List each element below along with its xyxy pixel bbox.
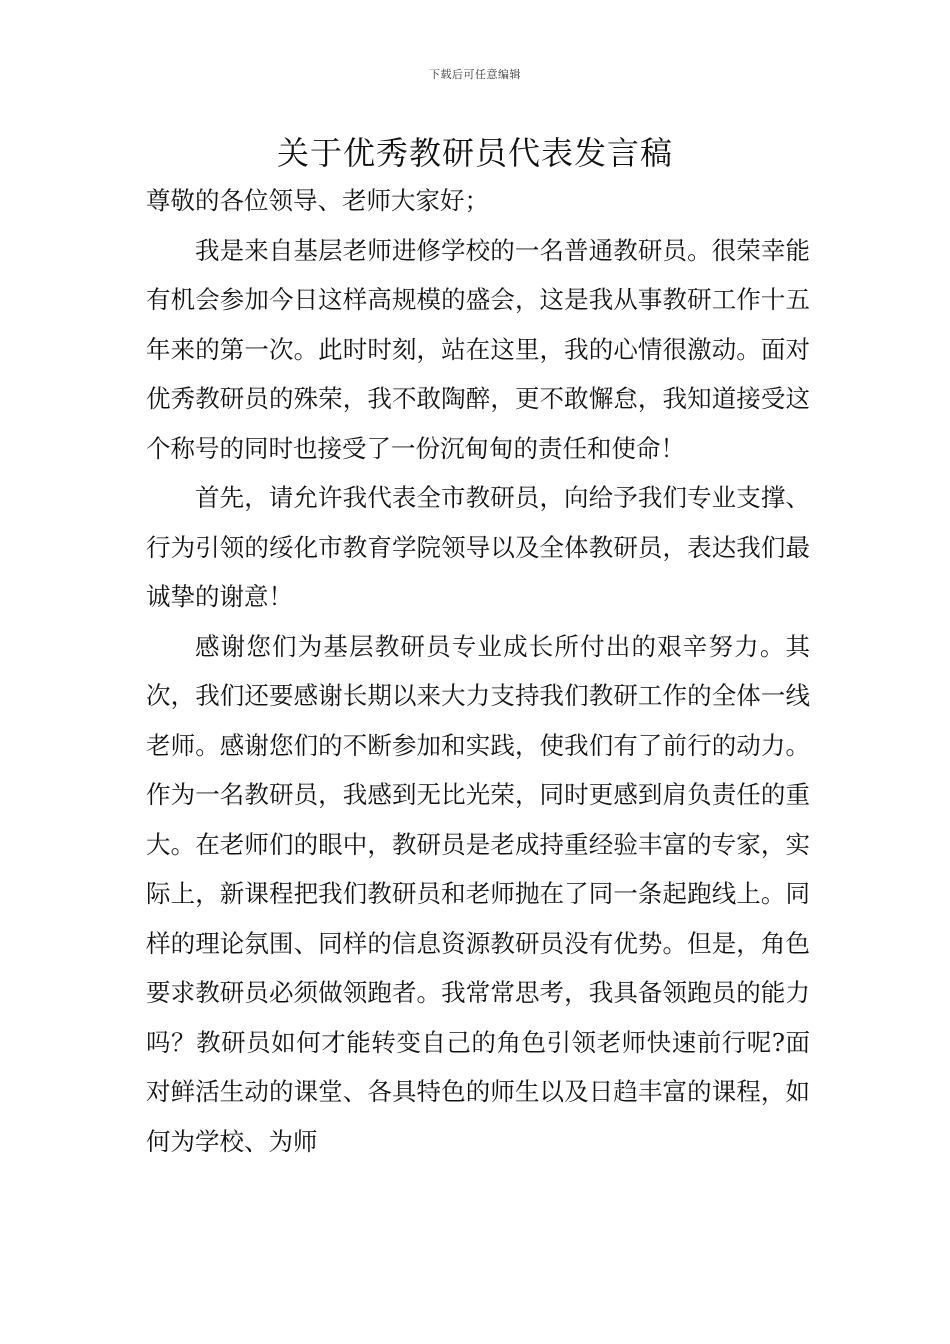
paragraph-1: 我是来自基层老师进修学校的一名普通教研员。很荣幸能有机会参加今日这样高规模的盛会，这是我从事教研工作十五年来的第一次。此时时刻，站在这里，我的心情很激动。面对优秀教研员的殊荣，我不敢陶醉，更不敢懈怠，我知道接受这个称号的同时也接受了一份沉甸甸的责任和使命！ xyxy=(146,235,810,463)
paragraph-2: 首先，请允许我代表全市教研员，向给予我们专业支撑、行为引领的绥化市教育学院领导以及全体教研员，表达我们最诚挚的谢意！ xyxy=(146,483,810,611)
document-body xyxy=(146,176,810,1166)
paragraph-3: 感谢您们为基层教研员专业成长所付出的艰辛努力。其次，我们还要感谢长期以来大力支持我们教研工作的全体一线老师。感谢您们的不断参加和实践，使我们有了前行的动力。作为一名教研员，我感到无比光荣，同时更感到肩负责任的重大。在老师们的眼中，教研员是老成持重经验丰富的专家，实际上，新课程把我们教研员和老师抛在了同一条起跑线上。同样的理论氛围、同样的信息资源教研员没有优势。但是，角色要求教研员必须做领跑者。我常常思考，我具备领跑员的能力吗？教研员如何才能转变自己的角色引领老师快速前行呢?面对鲜活生动的课堂、各具特色的师生以及日趋丰富的课程，如何为学校、为师 xyxy=(146,631,810,1156)
header-note: 下载后可任意编辑 xyxy=(429,68,521,81)
document-title: 关于优秀教研员代表发言稿 xyxy=(276,134,673,172)
salutation: 尊敬的各位领导、老师大家好； xyxy=(146,186,489,215)
